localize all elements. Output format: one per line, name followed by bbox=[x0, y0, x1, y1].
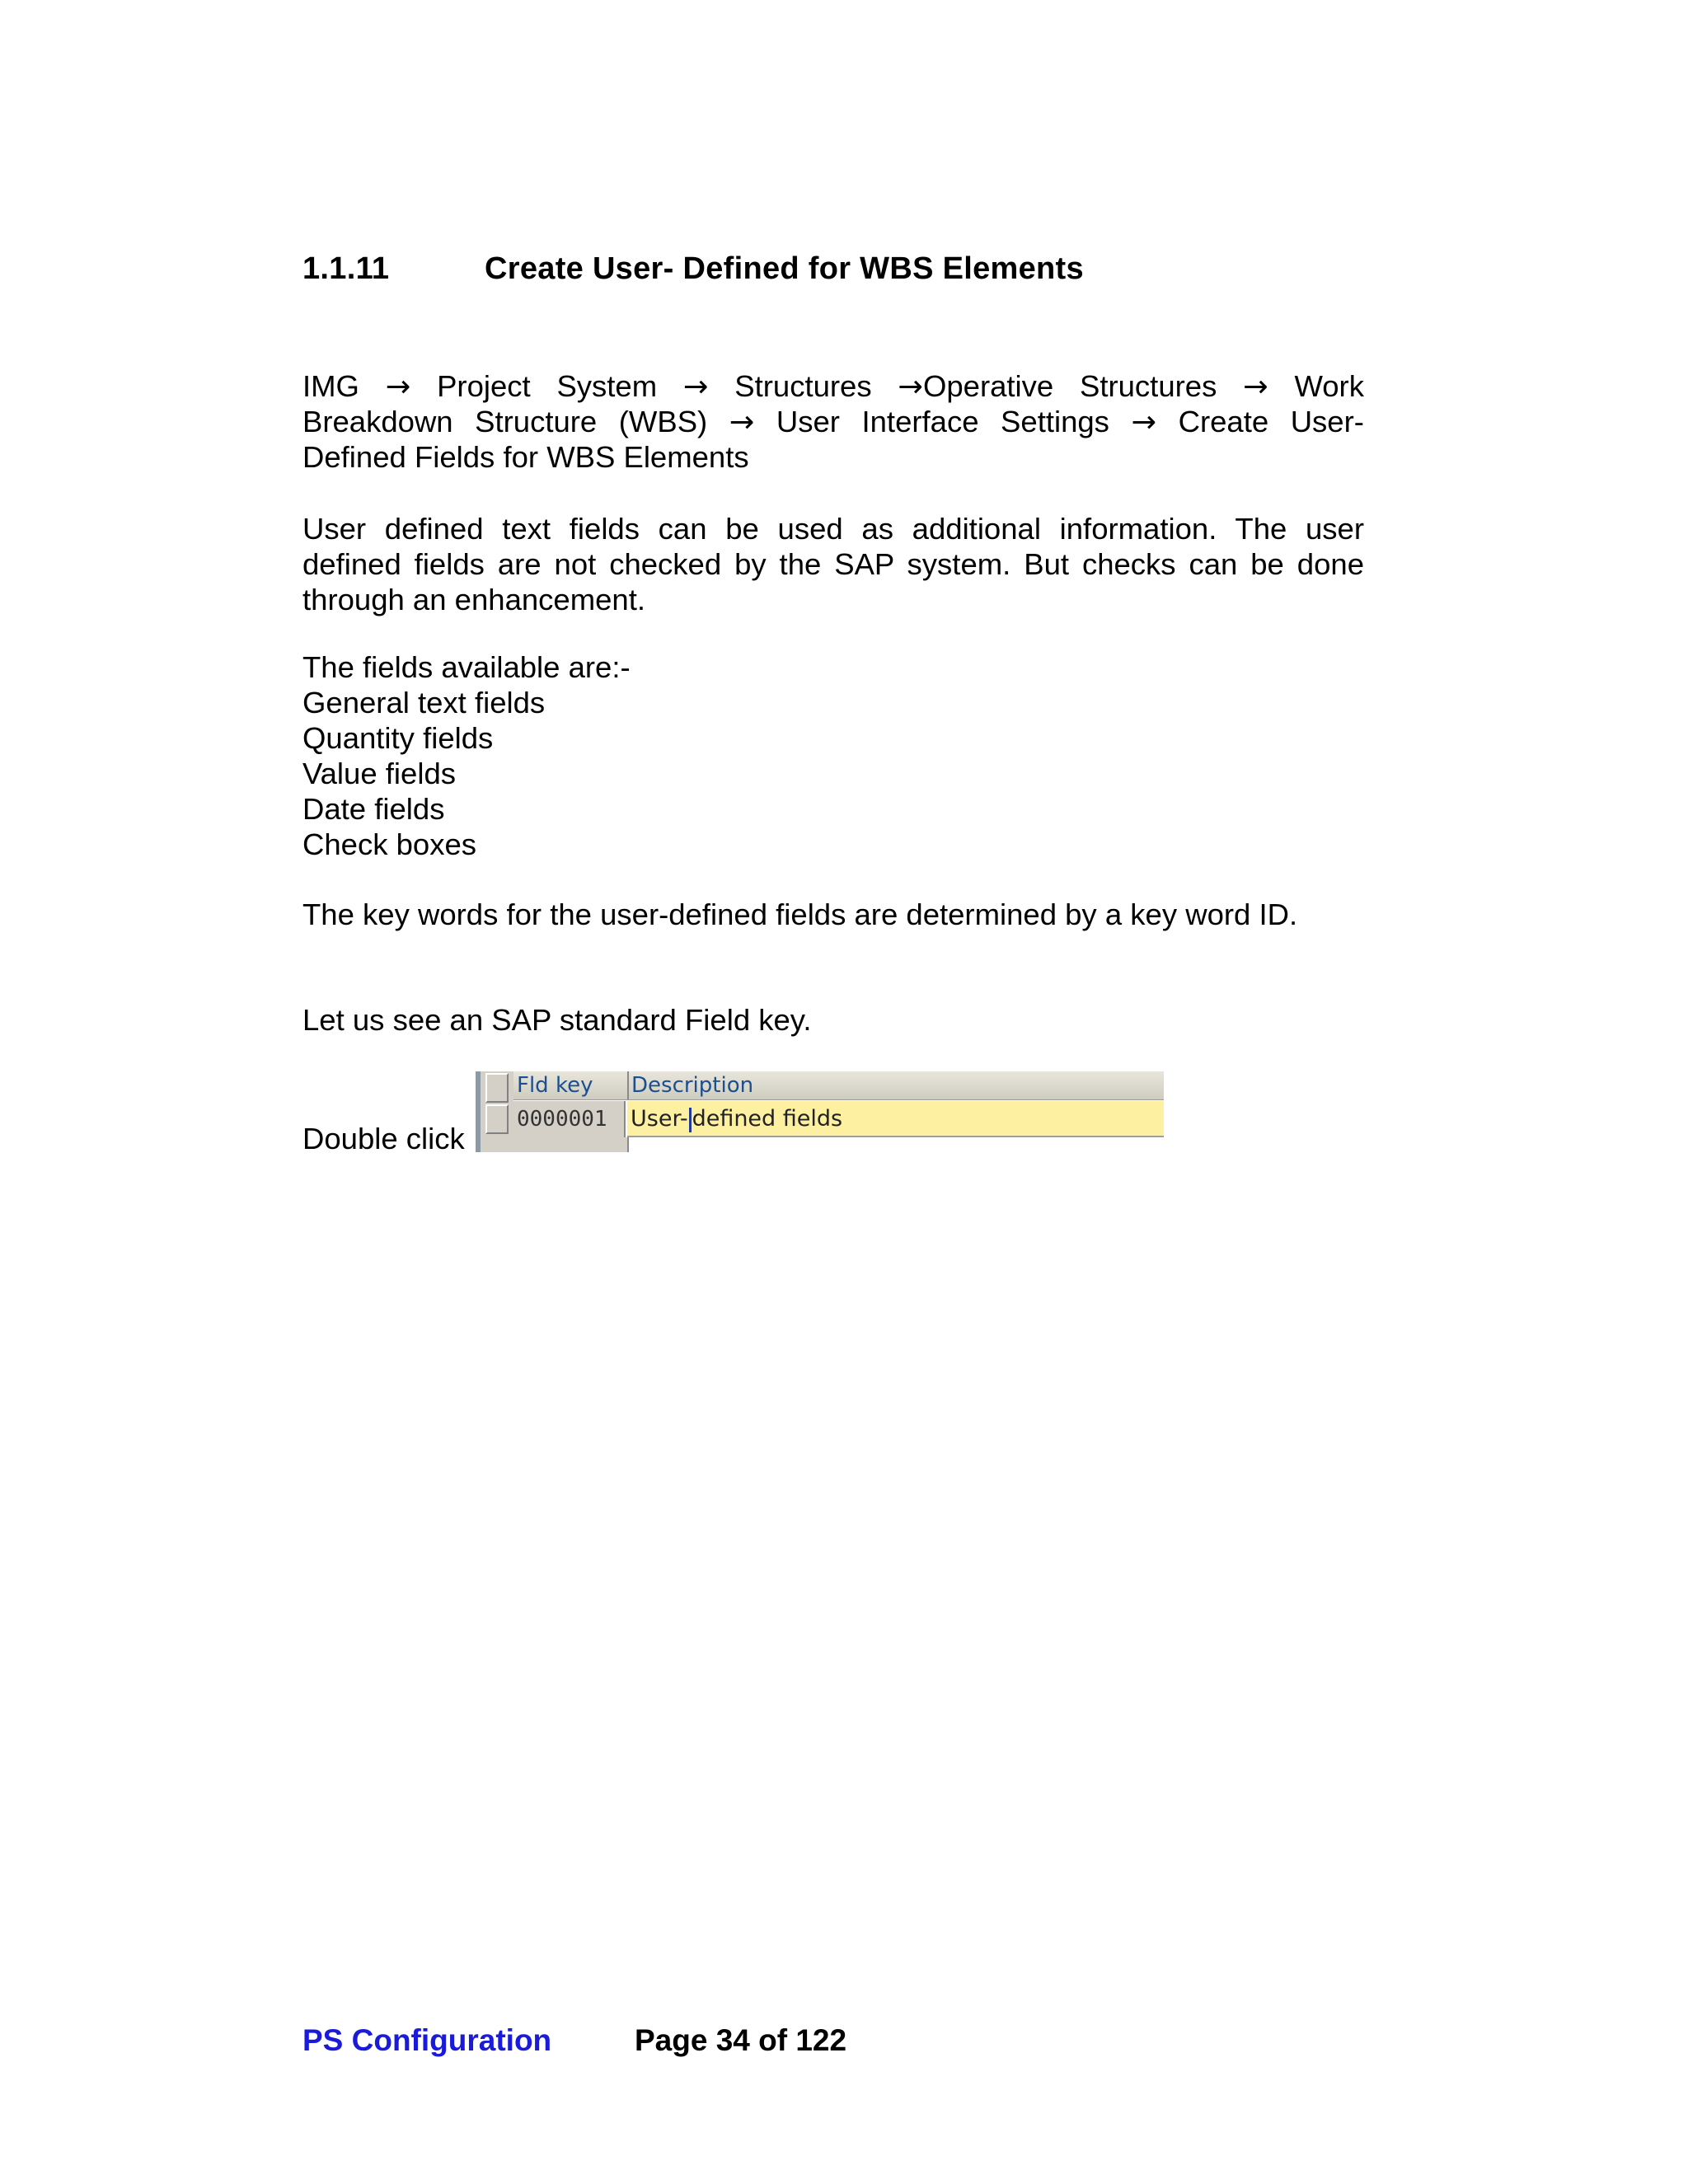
intro-paragraph bbox=[302, 511, 1364, 617]
text-cursor bbox=[689, 1108, 692, 1132]
path-word: Interface bbox=[861, 405, 979, 438]
keywords-paragraph: The key words for the user-defined fields are determined by a key word ID. bbox=[302, 898, 1298, 931]
header-cell-description[interactable]: Description bbox=[631, 1073, 754, 1098]
path-word: User bbox=[776, 405, 840, 438]
path-word: Operative bbox=[922, 369, 1054, 403]
path-word: Project bbox=[437, 369, 531, 403]
path-word: System bbox=[556, 369, 658, 403]
arrow-right-icon: → bbox=[729, 404, 755, 439]
path-img: IMG bbox=[302, 369, 359, 403]
arrow-right-icon: → bbox=[898, 368, 923, 404]
intro-line-1: User defined text fields can be used as additional information. The user bbox=[302, 512, 1364, 546]
description-text: defined fields bbox=[692, 1106, 843, 1132]
table-header bbox=[513, 1071, 1164, 1100]
double-click-label: Double click bbox=[302, 1122, 465, 1155]
path-word: (WBS) bbox=[618, 405, 708, 438]
description-cell[interactable] bbox=[627, 1101, 1164, 1137]
description-text: User- bbox=[631, 1106, 688, 1132]
path-word: Create bbox=[1178, 405, 1269, 438]
intro-line-3: through an enhancement. bbox=[302, 583, 646, 616]
row-selector-button[interactable] bbox=[485, 1104, 509, 1134]
sap-field-key-table bbox=[476, 1071, 1164, 1152]
list-item: Value fields bbox=[302, 757, 456, 790]
arrow-right-icon: → bbox=[1243, 368, 1268, 404]
path-line-3: Defined Fields for WBS Elements bbox=[302, 440, 749, 474]
path-word: User- bbox=[1290, 405, 1364, 438]
section-heading bbox=[302, 251, 1084, 287]
table-row[interactable] bbox=[513, 1101, 1164, 1137]
list-item: General text fields bbox=[302, 686, 546, 719]
section-title: Create User- Defined for WBS Elements bbox=[485, 251, 1084, 286]
fields-list-title: The fields available are:- bbox=[302, 650, 631, 684]
see-paragraph: Let us see an SAP standard Field key. bbox=[302, 1003, 812, 1037]
arrow-right-icon: → bbox=[385, 368, 411, 404]
list-item: Check boxes bbox=[302, 827, 476, 861]
path-line-2 bbox=[302, 404, 1364, 439]
path-word: Structures bbox=[1079, 369, 1217, 403]
path-word: Work bbox=[1294, 369, 1364, 403]
arrow-right-icon: → bbox=[682, 368, 709, 404]
path-word: Structure bbox=[475, 405, 598, 438]
arrow-right-icon: → bbox=[1131, 404, 1157, 439]
section-number: 1.1.11 bbox=[302, 251, 390, 286]
intro-line-2: defined fields are not checked by the SAP system. But checks can be done bbox=[302, 547, 1364, 581]
page-number: Page 34 of 122 bbox=[635, 2023, 847, 2057]
field-key-cell[interactable]: 0000001 bbox=[513, 1101, 626, 1137]
list-item: Quantity fields bbox=[302, 721, 494, 755]
path-word: Settings bbox=[1001, 405, 1109, 438]
select-all-button[interactable] bbox=[485, 1073, 509, 1103]
table-bottom-row bbox=[513, 1137, 629, 1152]
header-label: Fld key bbox=[517, 1073, 593, 1098]
list-item: Date fields bbox=[302, 792, 445, 826]
img-path-paragraph bbox=[302, 368, 1364, 475]
path-word: Breakdown bbox=[302, 405, 453, 438]
path-line-1 bbox=[302, 368, 1364, 404]
fields-list bbox=[302, 649, 631, 862]
header-cell-fld-key[interactable] bbox=[513, 1071, 629, 1099]
footer-title: PS Configuration bbox=[302, 2023, 552, 2057]
path-word: Structures bbox=[734, 369, 872, 403]
